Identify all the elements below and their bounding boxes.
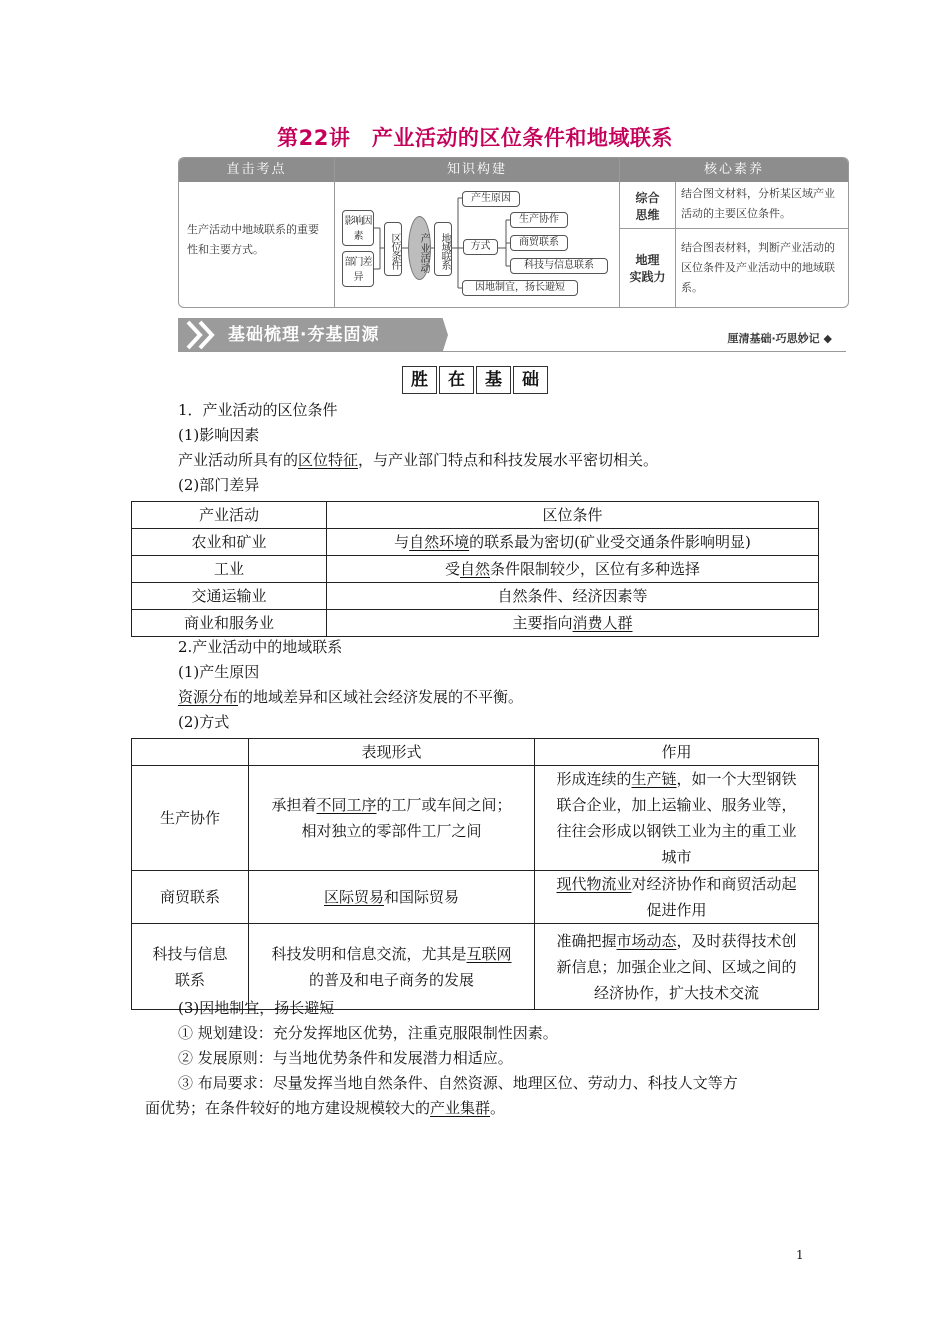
s1-sub1: (1)影响因素 bbox=[178, 426, 260, 444]
table-row: 农业和矿业 与自然环境的联系最为密切(矿业受交通条件影响明显) bbox=[132, 529, 819, 556]
section-banner bbox=[178, 318, 846, 352]
node-way-1: 生产协作 bbox=[510, 212, 568, 228]
s1-sub2: (2)部门差异 bbox=[178, 476, 260, 494]
node-adapt: 因地制宜，扬长避短 bbox=[462, 280, 578, 296]
table-row: 商业和服务业 主要指向消费人群 bbox=[132, 610, 819, 637]
banner-left-text: 基础梳理·夯基固源 bbox=[228, 325, 380, 345]
exam-point-text: 生产活动中地域联系的重要性和主要方式。 bbox=[187, 223, 319, 256]
t2-header: 表现形式 bbox=[249, 739, 535, 766]
header-literacy: 核心素养 bbox=[620, 158, 848, 182]
literacy-label-1: 综合 思维 bbox=[635, 191, 660, 222]
table-row: 生产协作 承担着不同工序的工厂或车间之间； 相对独立的零部件工厂之间 形成连续的生产链，如一个大型钢铁 联合企业，加上运输业、服务业等， 往往会形成以钢铁工业为主的重工业 城市 bbox=[132, 766, 819, 871]
node-way: 方式 bbox=[463, 239, 498, 255]
s3-item-3: ③ 布局要求：尽量发挥当地自然条件、自然资源、地理区位、劳动力、科技人文等方 bbox=[178, 1074, 738, 1092]
win-char: 基 bbox=[476, 366, 511, 394]
win-char: 在 bbox=[439, 366, 474, 394]
overview-panel bbox=[178, 157, 849, 308]
s2-sub1: (1)产生原因 bbox=[178, 663, 260, 681]
table-row: 工业 受自然条件限制较少，区位有多种选择 bbox=[132, 556, 819, 583]
s1-heading: 1．产业活动的区位条件 bbox=[178, 401, 338, 419]
s2-p1: 资源分布的地域差异和区域社会经济发展的不平衡。 bbox=[178, 688, 524, 706]
win-char: 础 bbox=[513, 366, 548, 394]
literacy-text-1: 结合图文材料，分析某区域产业活动的主要区位条件。 bbox=[681, 187, 835, 220]
s2-heading: 2.产业活动中的地域联系 bbox=[178, 638, 343, 656]
s3-item-3-cont: 面优势；在条件较好的地方建设规模较大的产业集群。 bbox=[145, 1099, 506, 1117]
t2-header: 作用 bbox=[535, 739, 819, 766]
node-factor2: 部门差异 bbox=[342, 251, 374, 287]
header-knowledge: 知识构建 bbox=[335, 158, 619, 182]
mind-map bbox=[334, 182, 620, 307]
s1-p1: 产业活动所具有的区位特征，与产业部门特点和科技发展水平密切相关。 bbox=[178, 451, 659, 469]
s3-sub: (3)因地制宜，扬长避短 bbox=[178, 999, 335, 1017]
literacy-text-2: 结合图表材料，判断产业活动的区位条件及产业活动中的地域联系。 bbox=[681, 241, 835, 294]
t2-header bbox=[132, 739, 249, 766]
node-way-2: 商贸联系 bbox=[510, 235, 568, 251]
t1-header: 产业活动 bbox=[132, 502, 327, 529]
s3-item-2: ② 发展原则：与当地优势条件和发展潜力相适应。 bbox=[178, 1049, 513, 1067]
node-center: 产业活动 bbox=[408, 216, 431, 280]
table-row: 商贸联系 区际贸易和国际贸易 现代物流业对经济协作和商贸活动起 促进作用 bbox=[132, 871, 819, 924]
banner-right-text: 厘清基础·巧思妙记 ◆ bbox=[727, 332, 832, 345]
s3-item-1: ① 规划建设：充分发挥地区优势，注重克服限制性因素。 bbox=[178, 1024, 558, 1042]
table-row: 科技与信息 联系 科技发明和信息交流，尤其是互联网 的普及和电子商务的发展 准确把握市场动态，及时获得技术创 新信息；加强企业之间、区域之间的 经济协作，扩大技术交流 bbox=[132, 924, 819, 1010]
node-way-3: 科技与信息联系 bbox=[510, 258, 608, 274]
chevron-arrows-icon bbox=[184, 318, 228, 352]
win-chars bbox=[402, 366, 548, 394]
node-link: 地域联系 bbox=[434, 222, 452, 276]
table-row: 交通运输业 自然条件、经济因素等 bbox=[132, 583, 819, 610]
win-char: 胜 bbox=[402, 366, 437, 394]
t1-header: 区位条件 bbox=[327, 502, 819, 529]
node-cause: 产生原因 bbox=[462, 191, 520, 207]
s2-sub2: (2)方式 bbox=[178, 713, 230, 731]
page-number: 1 bbox=[796, 1248, 804, 1262]
header-exam-point: 直击考点 bbox=[179, 158, 334, 182]
diamond-icon: ◆ bbox=[823, 332, 832, 345]
literacy-label-2: 地理 实践力 bbox=[629, 253, 666, 284]
page-title: 第22讲 产业活动的区位条件和地域联系 bbox=[277, 126, 673, 150]
table-sector-diff bbox=[131, 501, 819, 637]
node-factor1: 影响因素 bbox=[342, 210, 374, 246]
node-location: 区位条件 bbox=[384, 222, 402, 276]
table-ways bbox=[131, 738, 819, 1010]
